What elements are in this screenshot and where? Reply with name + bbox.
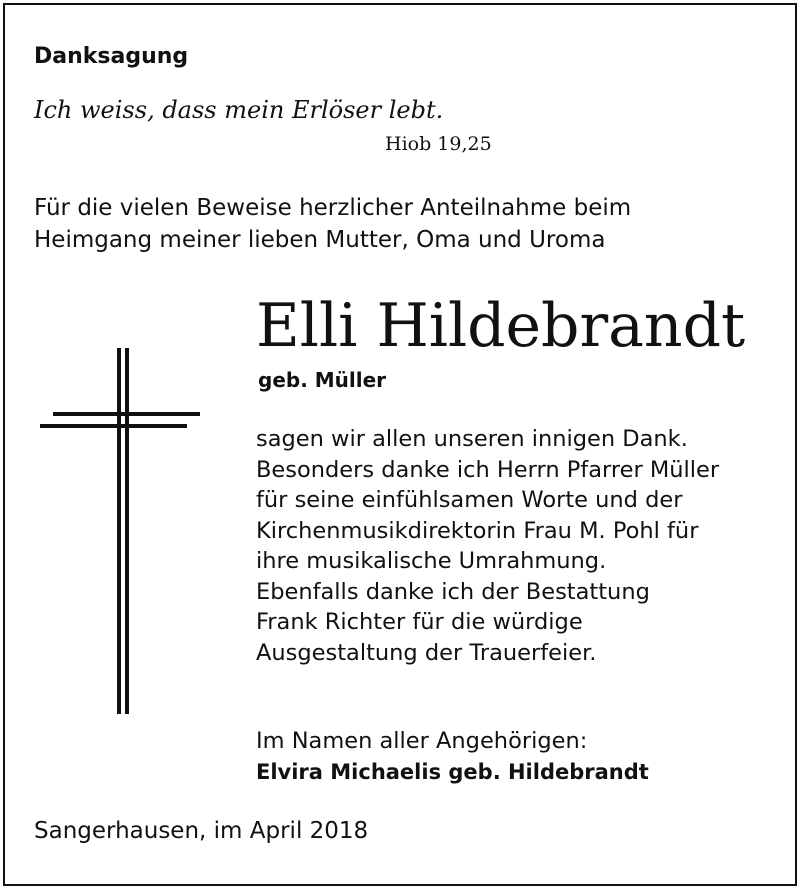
- place-date: Sangerhausen, im April 2018: [34, 818, 369, 844]
- thanks-line: ihre musikalische Umrahmung.: [256, 548, 607, 574]
- intro-line: Für die vielen Beweise herzlicher Anteilnahme beim: [34, 195, 632, 221]
- thanks-line: Kirchenmusikdirektorin Frau M. Pohl für: [256, 517, 699, 544]
- thanks-text: [256, 424, 719, 668]
- cross-icon: [40, 348, 200, 714]
- thanks-line: Frank Richter für die würdige: [256, 609, 583, 635]
- bible-quote: Ich weiss, dass mein Erlöser lebt.: [34, 96, 444, 124]
- notice-heading: Danksagung: [34, 44, 189, 69]
- intro-line: Heimgang meiner lieben Mutter, Oma und Uroma: [34, 227, 606, 253]
- signer-name: Elvira Michaelis geb. Hildebrandt: [256, 760, 649, 784]
- thanks-line: Ausgestaltung der Trauerfeier.: [256, 639, 597, 666]
- thanks-line: für seine einfühlsamen Worte und der: [256, 487, 683, 513]
- bible-reference: Hiob 19,25: [385, 133, 492, 155]
- closing-block: [256, 726, 649, 788]
- deceased-name: Elli Hildebrandt: [256, 291, 746, 361]
- closing-phrase: Im Namen aller Angehörigen:: [256, 728, 588, 754]
- thanks-line: Ebenfalls danke ich der Bestattung: [256, 578, 650, 605]
- intro-text: [34, 192, 631, 256]
- thanks-line: Besonders danke ich Herrn Pfarrer Müller: [256, 456, 720, 483]
- thanks-line: sagen wir allen unseren innigen Dank.: [256, 426, 688, 452]
- deceased-birth-name: geb. Müller: [258, 368, 387, 392]
